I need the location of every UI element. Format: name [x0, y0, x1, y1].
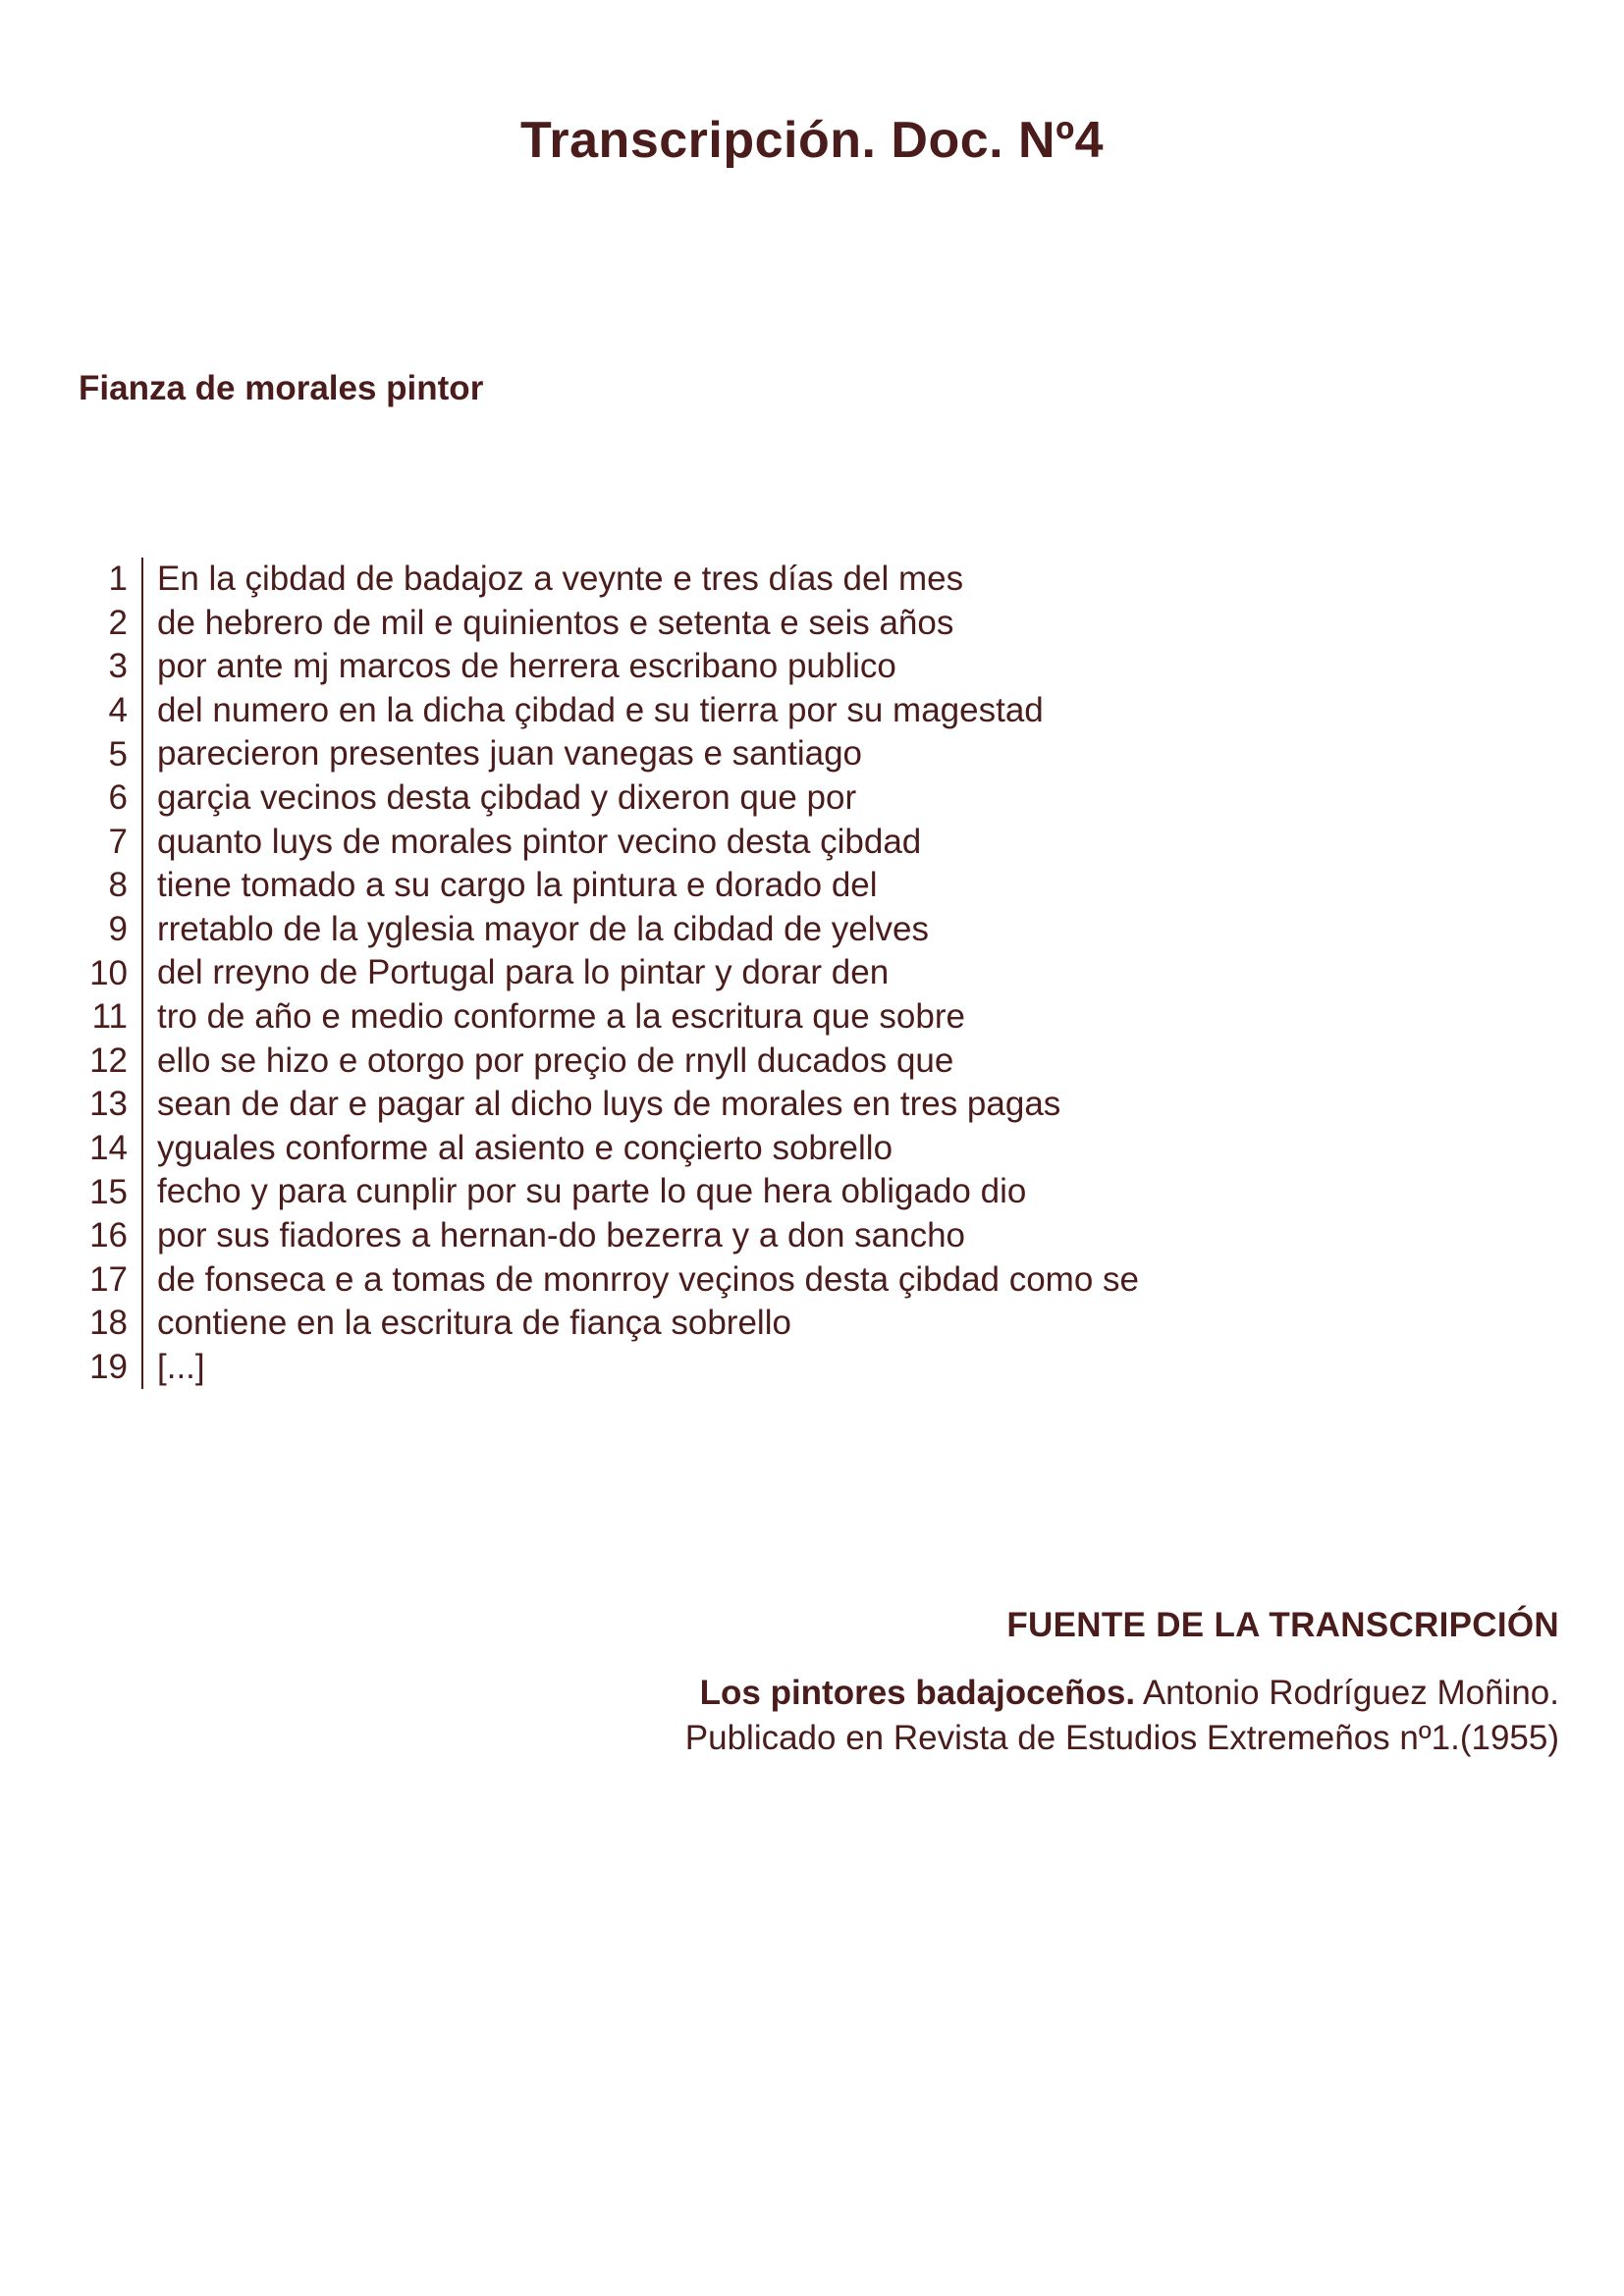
line-text: quanto luys de morales pintor vecino desta çibdad	[141, 821, 921, 865]
line-number: 14	[89, 1129, 128, 1168]
line-number: 17	[89, 1259, 128, 1299]
transcription-line	[79, 995, 1139, 1040]
transcription-line	[79, 645, 1139, 689]
line-text: tro de año e medio conforme a la escritura que sobre	[141, 995, 965, 1040]
line-text: ello se hizo e otorgo por preçio de rnyll ducados que	[141, 1040, 953, 1084]
transcription-line	[79, 821, 1139, 865]
line-text: del numero en la dicha çibdad e su tierra por su magestad	[141, 689, 1044, 733]
source-heading: FUENTE DE LA TRANSCRIPCIÓN	[1006, 1606, 1559, 1644]
line-text: de hebrero de mil e quinientos e setenta e seis años	[141, 602, 953, 646]
line-text: por ante mj marcos de herrera escribano publico	[141, 645, 896, 689]
line-text: de fonseca e a tomas de monrroy veçinos desta çibdad como se	[141, 1258, 1139, 1303]
transcription-line	[79, 864, 1139, 908]
line-text: En la çibdad de badajoz a veynte e tres días del mes	[141, 558, 963, 602]
line-number: 5	[108, 734, 128, 774]
transcription-line	[79, 1040, 1139, 1084]
transcription-line	[79, 1214, 1139, 1258]
line-text: fecho y para cunplir por su parte lo que hera obligado dio	[141, 1170, 1026, 1214]
source-citation	[685, 1671, 1559, 1716]
line-text: tiene tomado a su cargo la pintura e dorado del	[141, 864, 878, 908]
transcription-line	[79, 689, 1139, 733]
line-number: 7	[108, 822, 128, 861]
line-text: del rreyno de Portugal para lo pintar y dorar den	[141, 951, 889, 995]
line-number: 16	[89, 1216, 128, 1255]
transcription-line	[79, 1302, 1139, 1346]
line-number: 2	[108, 603, 128, 642]
transcription-line	[79, 1258, 1139, 1303]
transcription-line	[79, 951, 1139, 995]
transcription-line	[79, 776, 1139, 821]
transcription-line	[79, 558, 1139, 602]
transcription-line	[79, 1127, 1139, 1171]
line-number: 15	[89, 1172, 128, 1211]
transcription-line	[79, 732, 1139, 776]
page-title: Transcripción. Doc. Nº4	[520, 111, 1104, 169]
transcription-line	[79, 908, 1139, 952]
source-publication: Publicado en Revista de Estudios Extremeños nº1.(1955)	[684, 1719, 1559, 1757]
line-text: garçia vecinos desta çibdad y dixeron que por	[141, 776, 856, 821]
line-text: [...]	[141, 1346, 205, 1390]
line-number: 8	[108, 866, 128, 905]
line-number: 6	[108, 778, 128, 818]
transcription-line	[79, 1170, 1139, 1214]
line-text: parecieron presentes juan vanegas e santiago	[141, 732, 862, 776]
line-number: 13	[89, 1085, 128, 1124]
line-text: sean de dar e pagar al dicho luys de morales en tres pagas	[141, 1083, 1060, 1127]
line-number: 18	[89, 1304, 128, 1343]
line-text: yguales conforme al asiento e conçierto sobrello	[141, 1127, 893, 1171]
line-text: rretablo de la yglesia mayor de la cibdad de yelves	[141, 908, 929, 952]
line-number: 9	[108, 910, 128, 949]
transcription-line	[79, 1083, 1139, 1127]
line-number: 4	[108, 691, 128, 730]
line-number: 10	[89, 953, 128, 992]
line-text: por sus fiadores a hernan-do bezerra y a don sancho	[141, 1214, 965, 1258]
source-block	[685, 1606, 1559, 1761]
source-author: Antonio Rodríguez Moñino.	[1135, 1674, 1559, 1712]
transcription-lines	[79, 558, 1139, 1389]
line-number: 11	[91, 997, 128, 1037]
source-work-title: Los pintores badajoceños.	[699, 1674, 1136, 1712]
line-number: 19	[89, 1347, 128, 1386]
line-text: contiene en la escritura de fiança sobrello	[141, 1302, 791, 1346]
transcription-line	[79, 602, 1139, 646]
document-subtitle: Fianza de morales pintor	[79, 369, 484, 407]
line-number: 12	[89, 1041, 128, 1080]
transcription-line	[79, 1346, 1139, 1390]
line-number: 1	[108, 560, 128, 599]
line-number: 3	[108, 647, 128, 686]
